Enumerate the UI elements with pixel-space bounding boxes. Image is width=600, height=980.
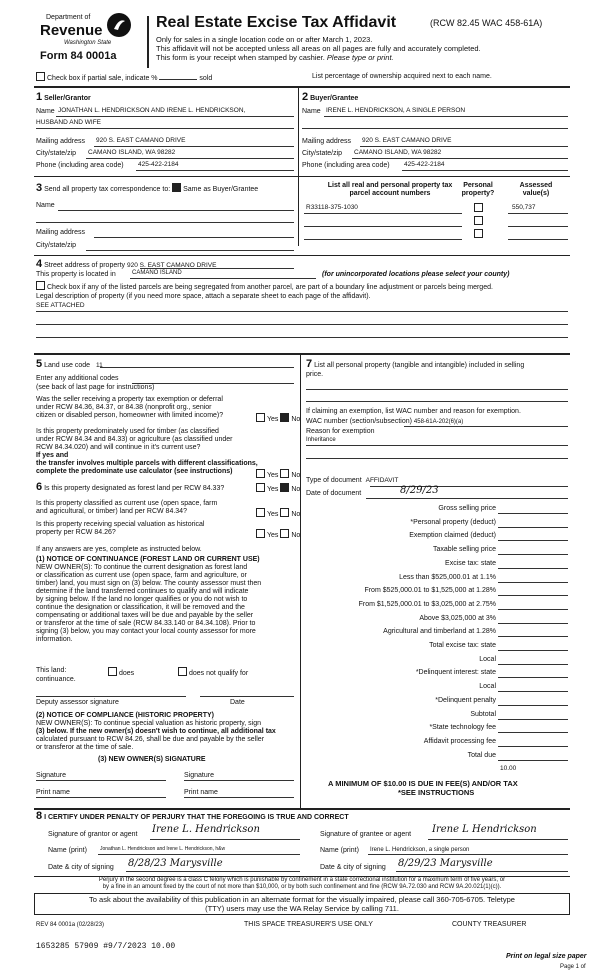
parcel-col-header-1: List all real and personal property tax <box>327 182 453 189</box>
personal-property-checkbox-2[interactable] <box>474 216 483 225</box>
tax-row-label: *Personal property (deduct) <box>410 518 496 526</box>
treasurer-use-label: THIS SPACE TREASURER'S USE ONLY <box>244 921 373 928</box>
section-2-number: 2 <box>302 91 309 103</box>
current-use-no-checkbox[interactable] <box>280 508 289 517</box>
assessed-col-header-1: Assessed <box>519 182 553 189</box>
dept-line: Department of <box>46 14 91 21</box>
notice-2-line: calculated pursuant to RCW 84.26, shall be due and payable by the seller <box>36 736 265 744</box>
this-land-label: This land: <box>36 667 67 674</box>
tax-row-label: From $1,525,000.01 to $3,025,000 at 2.75% <box>358 600 496 608</box>
timber-question-5: the transfer involves multiple parcels with different classifications, <box>36 460 258 468</box>
wac-label: WAC number (section/subsection) <box>306 418 412 425</box>
timber-question-2: under RCW 84.34 and 84.33) or agriculture (as classified under <box>36 436 233 444</box>
buyer-address[interactable]: 920 S. EAST CAMANO DRIVE <box>362 137 452 144</box>
timber-no-checkbox[interactable] <box>280 469 289 478</box>
tax-row-value-line[interactable] <box>498 595 568 596</box>
section-3-number: 3 <box>36 182 43 194</box>
tax-row-value-line[interactable] <box>498 527 568 528</box>
timber-question-4: If yes and <box>36 452 69 460</box>
county-treasurer-label: COUNTY TREASURER <box>452 921 527 928</box>
notice-1-line: compensating or additional taxes will be due and payable by the seller <box>36 612 254 620</box>
seller-phone-label: Phone (including area code) <box>36 162 124 169</box>
buyer-city[interactable]: CAMANO ISLAND, WA 98282 <box>354 149 442 156</box>
street-address[interactable]: 920 S. EAST CAMANO DRIVE <box>126 262 217 269</box>
dor-logo <box>36 12 146 72</box>
buyer-phone-label: Phone (including area code) <box>302 162 390 169</box>
land-use-label: Land use code <box>44 362 91 369</box>
exemption-reason[interactable]: Inheritance <box>306 437 336 443</box>
land-does-label: does <box>119 670 135 677</box>
tax-row-value-line[interactable] <box>498 760 568 761</box>
grantee-date-label: Date & city of signing <box>320 864 386 871</box>
document-type[interactable]: AFFIDAVIT <box>365 477 399 484</box>
tax-row-value-line[interactable] <box>498 582 568 583</box>
wac-number[interactable]: 458-61A-202(6)(a) <box>413 419 464 425</box>
seller-title: Seller/Grantor <box>44 95 91 102</box>
new-owner-signature-title: (3) NEW OWNER(S) SIGNATURE <box>98 756 206 763</box>
tax-row-value-line[interactable] <box>498 664 568 665</box>
historic-no-checkbox[interactable] <box>280 529 289 538</box>
tax-row-label: Subtotal <box>470 710 496 718</box>
land-use-code[interactable]: 11 <box>95 362 103 369</box>
personal-col-header-2: property? <box>461 190 495 198</box>
partial-sale-label: Check box if partial sale, indicate % <box>47 75 158 82</box>
notice-1-line: continue the designation or classification, it will be removed and the <box>36 604 245 612</box>
seller-city[interactable]: CAMANO ISLAND, WA 98282 <box>88 149 176 156</box>
tax-row-label: Gross selling price <box>438 505 496 512</box>
exemption-question-2: under RCW 84.36, 84.37, or 84.38 (nonprofit org., senior <box>36 404 212 412</box>
forest-yes-label: Yes <box>267 486 279 493</box>
section-5-number: 5 <box>36 358 43 370</box>
deputy-signature-label: Deputy assessor signature <box>36 699 119 706</box>
revision-label: REV 84 0001a (02/28/23) <box>36 922 105 928</box>
notice-1-line: NEW OWNER(S): To continue the current designation as forest land <box>36 564 248 571</box>
section-1-number: 1 <box>36 91 43 103</box>
seller-city-label: City/state/zip <box>36 150 77 157</box>
additional-codes-note: (see back of last page for instructions) <box>36 384 155 391</box>
notice-1-line: signing (3) below, you may contact your local county assessor for more <box>36 628 256 636</box>
notice-1-line: determine if the land transferred continues to qualify and will indicate <box>36 588 249 596</box>
tax-row-value-line[interactable] <box>498 691 568 692</box>
legal-size-note: Print on legal size paper <box>506 953 587 960</box>
parcel-col-header-2: parcel account numbers <box>349 190 431 198</box>
section-4-number: 4 <box>36 258 43 270</box>
form-title: Real Estate Excise Tax Affidavit <box>156 14 397 31</box>
tax-row-label: Taxable selling price <box>432 546 496 554</box>
notice-1-line: by signing below. If the land no longer qualifies or you do not wish to <box>36 596 248 604</box>
total-due-value[interactable]: 10.00 <box>500 765 517 772</box>
tax-row-label: From $525,000.01 to $1,525,000 at 1.28% <box>364 587 496 595</box>
land-does-not-label: does not qualify for <box>189 670 249 677</box>
exemption-no-checkbox[interactable] <box>280 413 289 422</box>
exemption-no-label: No <box>291 416 301 423</box>
tax-row-label: Exemption claimed (deduct) <box>409 532 496 540</box>
tax-row-value-line[interactable] <box>498 705 568 706</box>
notice-1-line: timber) land, you must sign on (3) below. The county assessor must then <box>36 580 262 588</box>
tax-row-value-line[interactable] <box>498 568 568 569</box>
assessed-value[interactable]: 550,737 <box>512 204 536 211</box>
grantor-name-label: Name (print) <box>48 847 87 854</box>
see-instructions: *SEE INSTRUCTIONS <box>398 788 475 797</box>
forest-question: Is this property designated as forest land per RCW 84.33? <box>44 485 225 492</box>
notice-2-line: or transferor at the time of sale. <box>36 744 134 752</box>
section-6-number: 6 <box>36 481 43 493</box>
grantor-date-label: Date & city of signing <box>48 864 114 871</box>
historic-question-1: Is this property receiving special valuation as historical <box>36 521 205 528</box>
grantee-signature-label: Signature of grantee or agent <box>320 831 412 838</box>
assessed-col-header-2: value(s) <box>522 190 550 198</box>
historic-question-2: property per RCW 84.26? <box>36 529 116 537</box>
seller-address[interactable]: 920 S. EAST CAMANO DRIVE <box>96 137 186 144</box>
timber-yes-label: Yes <box>267 472 279 479</box>
continuance-label: continuance. <box>36 676 76 683</box>
grantee-printed-name[interactable]: Irene L. Hendrickson, a single person <box>370 847 470 853</box>
personal-property-label: List all personal property (tangible and intangible) included in selling <box>314 362 525 369</box>
tax-row-label: Agricultural and timberland at 1.28% <box>383 628 496 636</box>
revenue-wordmark: Revenue <box>40 22 103 39</box>
forest-no-label: No <box>291 486 301 493</box>
grantee-name-label: Name (print) <box>320 847 359 854</box>
minimum-due-notice: A MINIMUM OF $10.00 IS DUE IN FEE(S) AND/OR TAX <box>328 779 518 788</box>
located-in-label: This property is located in <box>36 271 116 278</box>
segregation-checkbox[interactable] <box>36 281 45 290</box>
header-note-3: This form is your receipt when stamped by cashier. <box>156 53 325 62</box>
exemption-yes-label: Yes <box>267 416 279 423</box>
forest-yes-checkbox[interactable] <box>256 483 265 492</box>
located-in-note: (for unincorporated locations please select your county) <box>322 271 510 278</box>
historic-yes-label: Yes <box>267 532 279 539</box>
notice-continuance-title: (1) NOTICE OF CONTINUANCE (FOREST LAND OR CURRENT USE) <box>36 556 260 563</box>
legal-description[interactable]: SEE ATTACHED <box>36 302 85 309</box>
tax-row-value-line[interactable] <box>498 513 568 514</box>
current-use-question-2: and agricultural, or timber) land per RCW 84.34? <box>36 508 187 516</box>
notice-1-line: or transferor at the time of sale (RCW 84.33.140 or 84.34.108). Prior to <box>36 620 256 628</box>
timber-no-label: No <box>291 472 301 479</box>
grantor-printed-name[interactable]: Jonathan L. Hendrickson and Irene L. Hendrickson, h&w <box>100 846 226 852</box>
document-date[interactable]: 8/29/23 <box>400 485 439 496</box>
perjury-notice-2: by a fine in an amount fixed by the court of not more than $10,000, or by both such confinement and fine (RCW 9A.72.030 and RCW 9A.20.021(1)(c)). <box>102 883 502 890</box>
section-7-number: 7 <box>306 358 313 370</box>
page-number: Page 1 of <box>560 964 586 970</box>
buyer-city-label: City/state/zip <box>302 150 343 157</box>
grantee-signature[interactable]: Irene L Hendrickson <box>432 824 537 835</box>
owner-print-label-1: Print name <box>36 789 70 796</box>
tax-row-label: Local <box>479 683 496 691</box>
timber-question-1: Is this property predominately used for timber (as classified <box>36 428 219 435</box>
form-number: Form 84 0001a <box>40 50 117 62</box>
accessibility-notice-1: To ask about the availability of this publication in an alternate format for the visually impaired, please call 360-705-6705. Teletype <box>89 895 515 904</box>
same-as-buyer-checkbox[interactable] <box>172 183 181 192</box>
tax-row-label: Total excise tax: state <box>429 642 496 649</box>
tax-row-label: *State technology fee <box>429 724 496 732</box>
tax-row-value-line[interactable] <box>498 636 568 637</box>
state-line: Washington State <box>64 40 112 46</box>
partial-sale-checkbox[interactable] <box>36 72 45 81</box>
certification-statement: I CERTIFY UNDER PENALTY OF PERJURY THAT THE FOREGOING IS TRUE AND CORRECT <box>44 814 349 821</box>
corr-name-label: Name <box>36 202 55 209</box>
deputy-date-label: Date <box>230 699 245 706</box>
timber-question-3: RCW 84.34.020) and will continue in it's current use? <box>36 444 201 452</box>
corr-address-label: Mailing address <box>36 229 86 236</box>
personal-property-checkbox-1[interactable] <box>474 203 483 212</box>
exemption-instruction: If claiming an exemption, list WAC number and reason for exemption. <box>306 408 521 415</box>
buyer-phone[interactable]: 425-422-2184 <box>404 161 445 168</box>
tax-row-value-line[interactable] <box>498 650 568 651</box>
tax-row-label: Above $3,025,000 at 3% <box>419 614 496 622</box>
seller-name-1[interactable]: JONATHAN L. HENDRICKSON AND IRENE L. HENDRICKSON, <box>58 107 246 114</box>
partial-sale-note: List percentage of ownership acquired next to each name. <box>312 73 492 80</box>
current-use-no-label: No <box>291 511 301 518</box>
same-as-buyer-label: Same as Buyer/Grantee <box>183 186 259 193</box>
tax-row-label: *Delinquent interest: state <box>415 669 496 677</box>
located-in-value[interactable]: CAMANO ISLAND <box>132 270 182 276</box>
tax-row-label: Local <box>479 655 496 663</box>
grantor-signature[interactable]: Irene L. Hendrickson <box>152 824 260 835</box>
personal-property-label-2: price. <box>306 370 324 378</box>
exemption-yes-checkbox[interactable] <box>256 413 265 422</box>
tax-row-value-line[interactable] <box>498 677 568 678</box>
correspondence-label: Send all property tax correspondence to: <box>44 186 171 193</box>
land-does-not-checkbox[interactable] <box>178 667 187 676</box>
timber-yes-checkbox[interactable] <box>256 469 265 478</box>
owner-signature-label-1: Signature <box>36 772 66 779</box>
current-use-yes-checkbox[interactable] <box>256 508 265 517</box>
tax-row-label: Less than $525,000.01 at 1.1% <box>399 573 496 581</box>
forest-no-checkbox[interactable] <box>280 483 289 492</box>
tax-row-label: Total due <box>467 751 496 759</box>
document-type-label: Type of document <box>306 477 362 484</box>
tax-row-value-line[interactable] <box>498 554 568 555</box>
buyer-name-1[interactable]: IRENE L. HENDRICKSON, A SINGLE PERSON <box>326 107 466 114</box>
seller-address-label: Mailing address <box>36 138 86 145</box>
owner-print-label-2: Print name <box>184 789 218 796</box>
street-address-label: Street address of property <box>44 262 126 269</box>
perjury-notice-1: Perjury in the second degree is a class C felony which is punishable by confinement in a state correctional institution for a maximum term of five years, or <box>98 877 506 883</box>
personal-col-header-1: Personal <box>463 182 493 189</box>
form-statute: (RCW 82.45 WAC 458-61A) <box>430 18 543 28</box>
logo-mark-icon <box>106 12 132 38</box>
notice-1-line: information. <box>36 636 73 644</box>
header-note-1: Only for sales in a single location code on or after March 1, 2023. <box>156 35 373 44</box>
historic-no-label: No <box>291 532 301 539</box>
tax-row-label: Excise tax: state <box>445 559 496 567</box>
historic-yes-checkbox[interactable] <box>256 529 265 538</box>
timber-question-6: complete the predominate use calculator (see instructions) <box>36 468 233 476</box>
seller-name-2[interactable]: HUSBAND AND WIFE <box>36 119 102 126</box>
tax-row-value-line[interactable] <box>498 732 568 733</box>
legal-description-label: Legal description of property (if you need more space, attach a separate sheet to each page of the affidavit). <box>36 293 371 300</box>
tax-row-label: Affidavit processing fee <box>423 737 496 745</box>
notice-2-line: (3) below. If the new owner(s) doesn't wish to continue, all additional tax <box>36 728 276 736</box>
buyer-name-label: Name <box>302 108 321 115</box>
current-use-yes-label: Yes <box>267 511 279 518</box>
notice-compliance-title: (2) NOTICE OF COMPLIANCE (HISTORIC PROPERTY) <box>36 712 214 719</box>
partial-sale-sold: sold <box>199 75 213 82</box>
notice-1-line: or classification as current use (open space, farm and agriculture, or <box>36 572 247 580</box>
seller-phone[interactable]: 425-422-2184 <box>138 161 179 168</box>
buyer-address-label: Mailing address <box>302 138 352 145</box>
section-8-number: 8 <box>36 810 43 822</box>
cashier-stamp: 1653285 57909 #9/7/2023 10.00 <box>36 942 176 951</box>
exemption-question-3: citizen or disabled person, homeowner with limited income)? <box>36 412 224 420</box>
seller-name-label: Name <box>36 108 55 115</box>
buyer-title: Buyer/Grantee <box>310 95 359 102</box>
current-use-question-1: Is this property classified as current use (open space, farm <box>36 500 218 507</box>
header-note-2: This affidavit will not be accepted unless all areas on all pages are fully and accurately completed. <box>156 44 481 53</box>
document-date-label: Date of document <box>306 490 362 497</box>
tax-row-value-line[interactable] <box>498 623 568 624</box>
notice-2-line: NEW OWNER(S): To continue special valuation as historic property, sign <box>36 720 261 727</box>
tax-row-label: *Delinquent penalty <box>435 696 496 704</box>
header-note-3b: Please type or print. <box>326 53 394 62</box>
parcel-number[interactable]: R33118-375-1030 <box>306 204 358 211</box>
tax-row-value-line[interactable] <box>498 746 568 747</box>
tax-row-value-line[interactable] <box>498 540 568 541</box>
grantor-date-city[interactable]: 8/28/23 Marysville <box>128 858 223 869</box>
tax-row-value-line[interactable] <box>498 719 568 720</box>
land-does-checkbox[interactable] <box>108 667 117 676</box>
exemption-question-1: Was the seller receiving a property tax exemption or deferral <box>36 396 223 403</box>
reason-label: Reason for exemption <box>306 428 375 435</box>
accessibility-notice-2: (TTY) users may use the WA Relay Service by calling 711. <box>205 903 399 913</box>
tax-row-value-line[interactable] <box>498 609 568 610</box>
answers-instruction: If any answers are yes, complete as instructed below. <box>36 546 202 553</box>
segregation-label: Check box if any of the listed parcels are being segregated from another parcel, are part of a boundary line adjustment or parcels being merged. <box>47 284 493 291</box>
additional-codes-label: Enter any additional codes <box>36 375 119 382</box>
corr-city-label: City/state/zip <box>36 242 77 249</box>
owner-signature-label-2: Signature <box>184 772 214 779</box>
grantee-date-city[interactable]: 8/29/23 Marysville <box>398 858 493 869</box>
grantor-signature-label: Signature of grantor or agent <box>48 831 138 838</box>
personal-property-checkbox-3[interactable] <box>474 229 483 238</box>
